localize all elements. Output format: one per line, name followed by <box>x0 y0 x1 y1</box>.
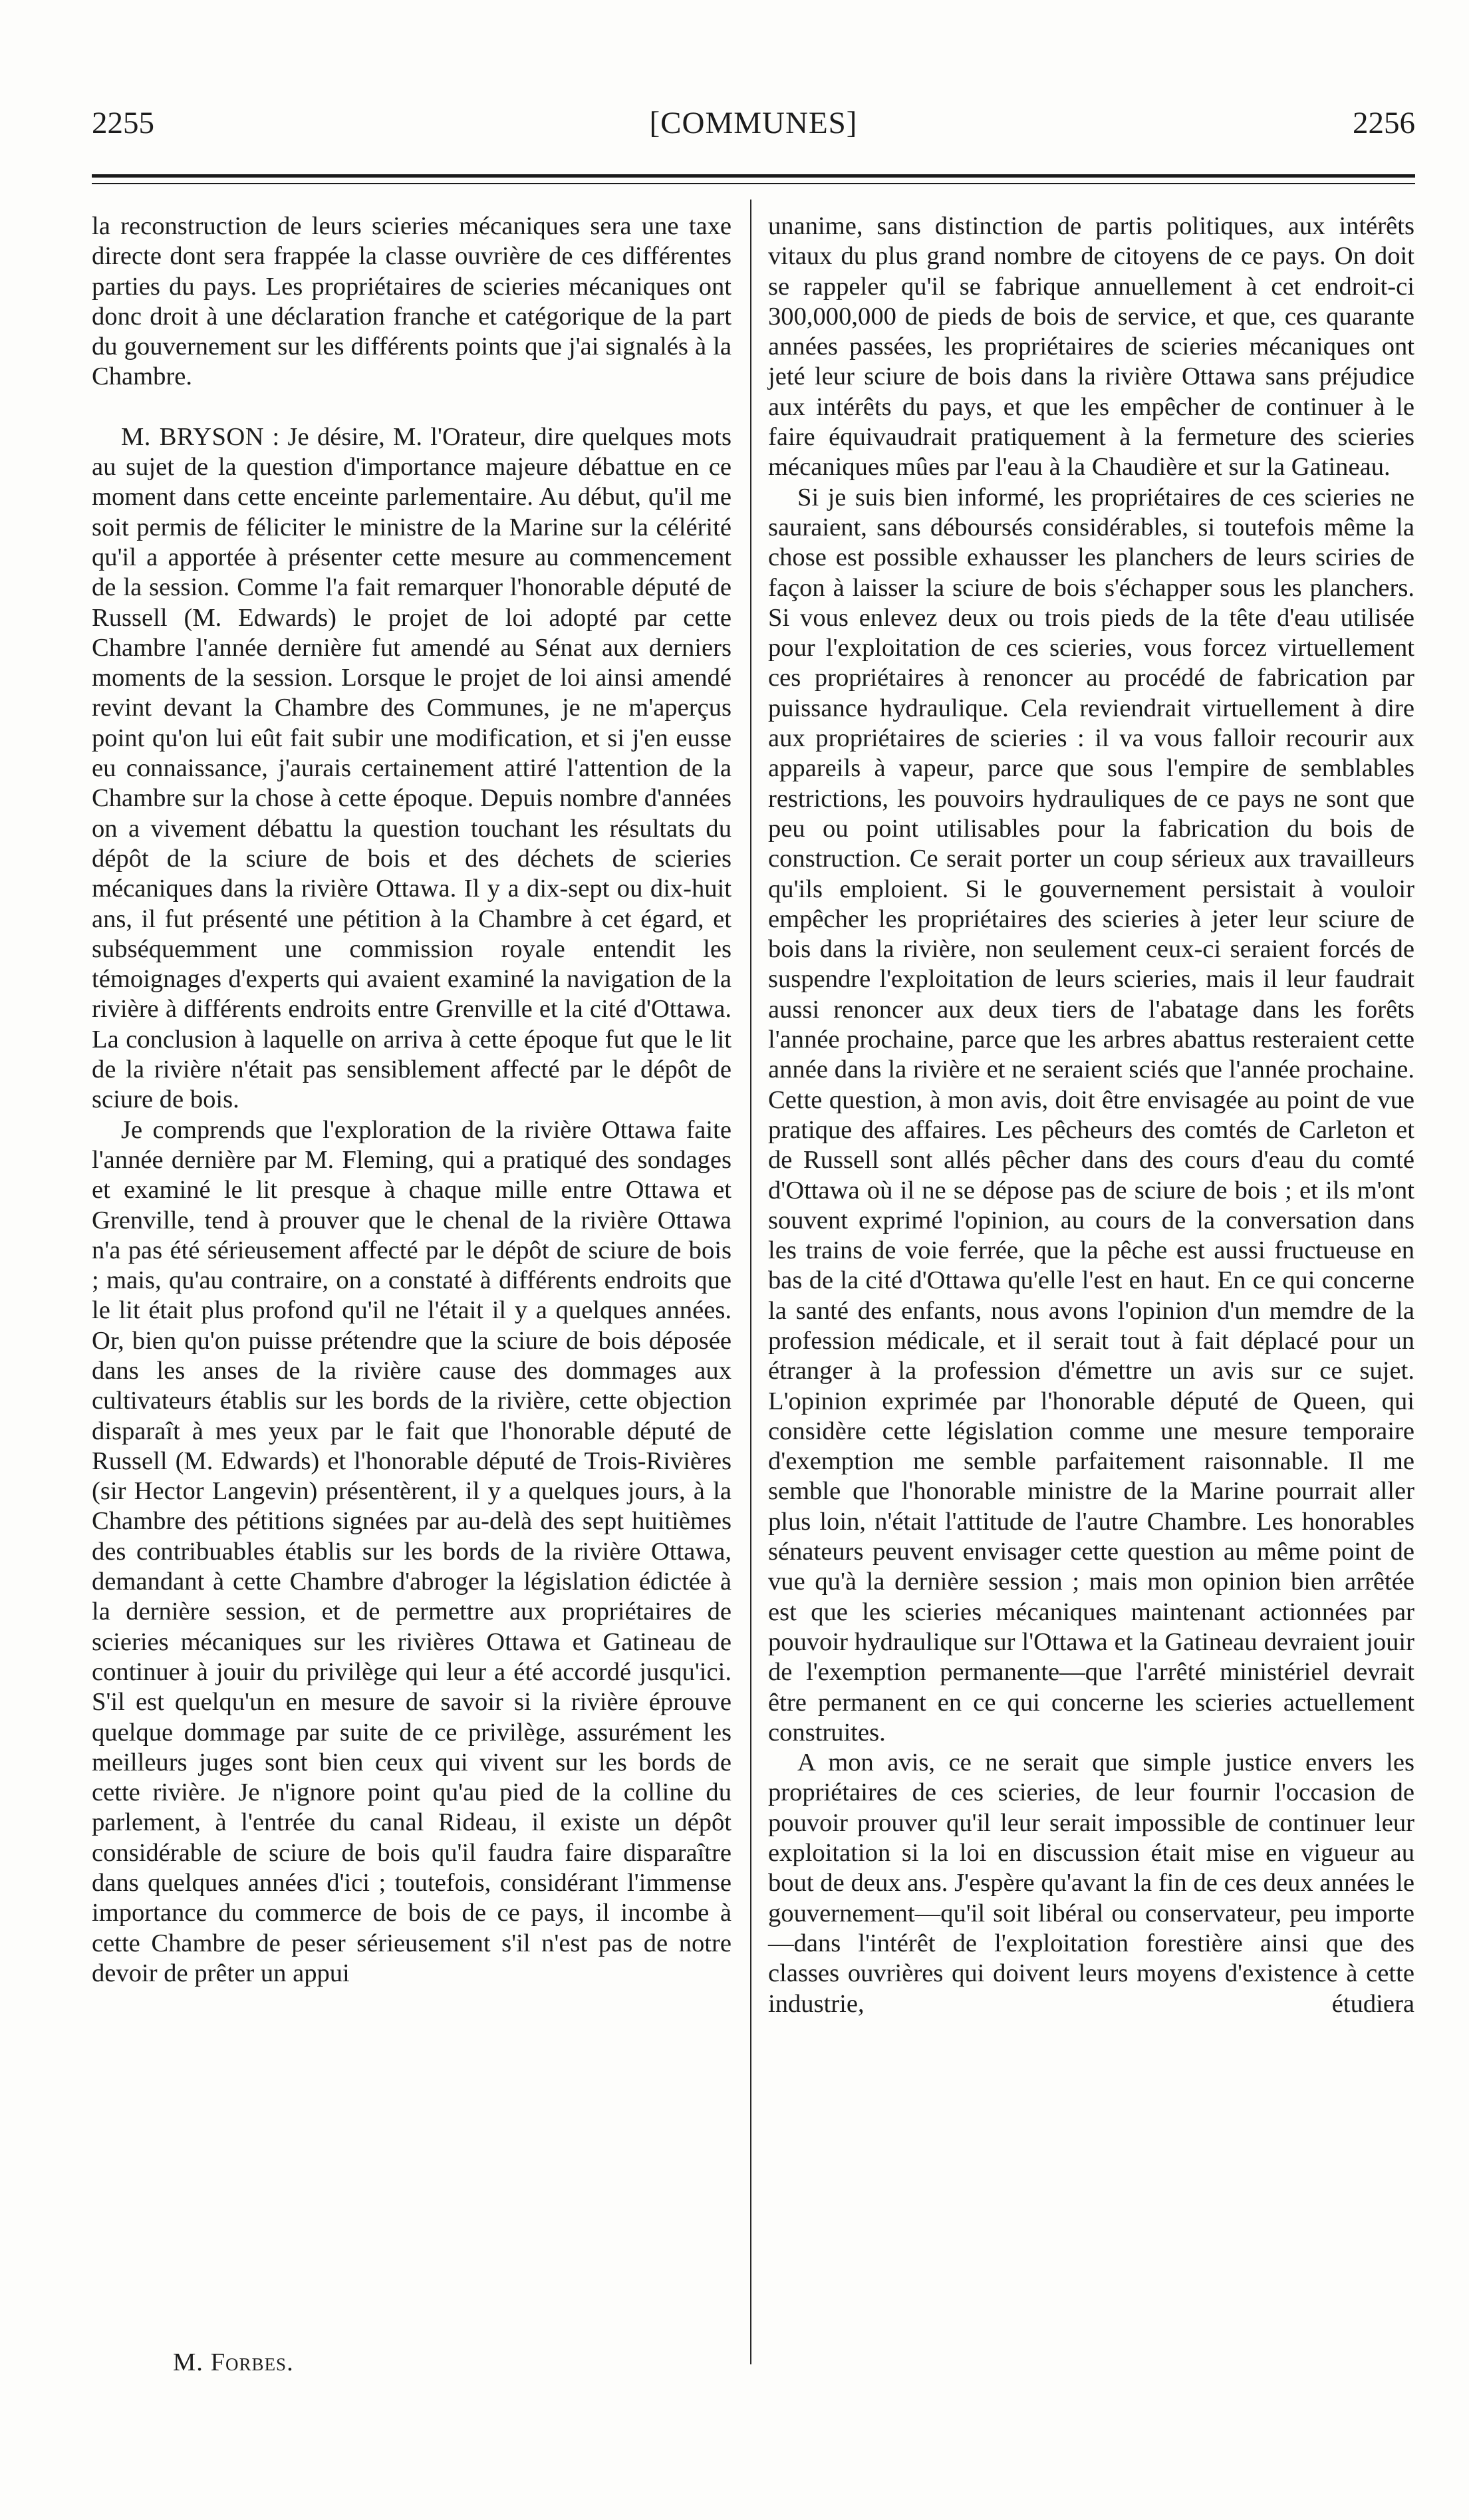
header-rule-thick <box>92 174 1415 178</box>
paragraph: Si je suis bien informé, les propriétaires de ces scieries ne sauraient, sans déboursés considérables, si toutefois même la chose est possible exhausser les planchers de leurs sciries de façon à laisser la sciure de bois s'échapper sous les planchers. Si vous enlevez deux ou trois pieds de la tête d'eau utilisée pour l'exploitation de ces scieries, vous forcez virtuellement ces propriétaires à renoncer au procédé de fabrication par puissance hydraulique. Cela reviendrait virtuellement à dire aux propriétaires de scieries : il va vous falloir recourir aux appareils à vapeur, parce que sous l'empire de semblables restrictions, les pouvoirs hydrauliques de ce pays ne sont que peu ou point utilisables pour la fabrication du bois de construction. Ce serait porter un coup sérieux aux travailleurs qu'ils emploient. Si le gouvernement persistait à vouloir empêcher les propriétaires des scieries à jeter leur sciure de bois dans la rivière, non seulement ceux-ci seraient forcés de suspendre l'exploitation de leurs scieries, mais il leur faudrait aussi renoncer aux deux tiers de l'abatage dans les forêts l'année prochaine, parce que les arbres abattus resteraient cette année dans la rivière et ne seraient sciés que l'année prochaine. Cette question, à mon avis, doit être envisagée au point de vue pratique des affaires. Les pêcheurs des comtés de Carleton et de Russell sont allés pêcher dans des cours d'eau du comté d'Ottawa où il ne se dépose pas de sciure de bois ; et ils m'ont souvent exprimé l'opinion, au cours de la conversation dans les trains de voie ferrée, que la pêche est aussi fructueuse en bas de la cité d'Ottawa qu'elle l'est en haut. En ce qui concerne la santé des enfants, nous avons l'opinion d'un memdre de la profession médicale, et il serait tout à fait déplacé pour un étranger à la profession d'émettre un avis sur ce sujet. L'opinion exprimée par l'honorable député de Queen, qui considère cette législation comme une mesure temporaire d'exemption me semble parfaitement raisonnable. Il me semble que l'honorable ministre de la Marine pourrait aller plus loin, n'était l'attitude de l'autre Chambre. Les honorables sénateurs peuvent envisager cette question au même point de vue qu'à la dernière session ; mais mon opinion bien arrêtée est que les scieries mécaniques maintenant actionnées par pouvoir hydraulique sur l'Ottawa et la Gatineau devraient jouir de l'exemption permanente—que l'arrêté ministériel devrait être permanent en ce qui concerne les scieries actuellement construites. <box>768 483 1414 1747</box>
page-number-right: 2256 <box>1353 106 1415 140</box>
next-speaker-catchword: M. Forbes. <box>173 2348 294 2376</box>
paragraph: A mon avis, ce ne serait que simple justice envers les propriétaires de ces scieries, de leur fournir l'occasion de pouvoir prouver qu'il leur serait impossible de continuer leur exploitation si la loi en discussion était mise en vigueur au bout de deux ans. J'espère qu'avant la fin de ces deux années le gouvernement—qu'il soit libéral ou conservateur, peu importe—dans l'intérêt de l'exploitation forestière ainsi que des classes ouvrières qui doivent leurs moyens d'existence à cette industrie, étudiera <box>768 1749 1414 2018</box>
paragraph: unanime, sans distinction de partis politiques, aux intérêts vitaux du plus grand nombre de citoyens de ce pays. On doit se rappeler qu'il se fabrique annuellement à cet endroit-ci 300,000,000 de pieds de bois de service, et que, ces quarante années passées, les propriétaires de scieries mécaniques ont jeté leur sciure de bois dans la rivière Ottawa sans préjudice aux intérêts du pays, et que les empêcher de continuer à le faire équivaudrait pratiquement à la fermeture des scieries mécaniques mûes par l'eau à la Chaudière et sur la Gatineau. <box>768 212 1414 482</box>
paragraph: Je comprends que l'exploration de la rivière Ottawa faite l'année dernière par M. Fleming, qui a pratiqué des sondages et examiné le lit presque à chaque mille entre Ottawa et Grenville, tend à prouver que le chenal de la rivière Ottawa n'a pas été sérieusement affecté par le dépôt de sciure de bois ; mais, qu'au contraire, on a constaté à différents endroits que le lit était plus profond qu'il ne l'était il y a quelques années. Or, bien qu'on puisse prétendre que la sciure de bois déposée dans les anses de la rivière cause des dommages aux cultivateurs établis sur les bords de la rivière, cette objection disparaît à mes yeux par le fait que l'honorable député de Russell (M. Edwards) et l'honorable député de Trois-Rivières (sir Hector Langevin) présentèrent, il y a quelques jours, à la Chambre des pétitions signées par au-delà des sept huitièmes des contribuables établis sur les bords de la rivière Ottawa, demandant à cette Chambre d'abroger la législation édictée à la dernière session, et de permettre aux propriétaires de scieries mécaniques sur les rivières Ottawa et Gatineau de continuer à jouir du privilège qui leur a été accordé jusqu'ici. S'il est quelqu'un en mesure de savoir si la rivière éprouve quelque dommage par suite de ce privilège, assurément les meilleurs juges sont bien ceux qui vivent sur les bords de cette rivière. Je n'ignore point qu'au pied de la colline du parlement, à l'entrée du canal Rideau, il existe un dépôt considérable de sciure de bois qu'il faudra faire disparaître dans quelques années d'ici ; toutefois, considérant l'immense importance du commerce de bois de ce pays, il incombe à cette Chambre de peser sérieusement s'il n'est pas de notre devoir de prêter un appui <box>92 1115 732 1987</box>
column-divider <box>750 200 751 2364</box>
right-column <box>768 211 1414 2019</box>
left-column <box>92 211 732 1989</box>
running-title: [COMMUNES] <box>649 106 858 140</box>
header-rule-thin <box>92 183 1415 184</box>
page-header <box>92 100 1415 146</box>
paragraph-speech <box>92 422 732 1115</box>
paragraph: la reconstruction de leurs scieries mécaniques sera une taxe directe dont sera frappée la classe ouvrière de ces différentes parties du pays. Les propriétaires de scieries mécaniques ont donc droit à une déclaration franche et catégorique de la part du gouvernement sur les différents points que j'ai signalés à la Chambre. <box>92 212 732 391</box>
speech-text: : Je désire, M. l'Orateur, dire quelques mots au sujet de la question d'importance majeure débattue en ce moment dans cette enceinte parlementaire. Au début, qu'il me soit permis de féliciter le ministre de la Marine sur la célérité qu'il a apportée à présenter cette mesure au commencement de la session. Comme l'a fait remarquer l'honorable député de Russell (M. Edwards) le projet de loi adopté par cette Chambre l'année dernière fut amendé au Sénat aux derniers moments de la session. Lorsque le projet de loi ainsi amendé revint devant la Chambre des Communes, je ne m'aperçus point qu'on lui eût fait subir une modification, et si j'en eusse eu connaissance, j'aurais certainement attiré l'attention de la Chambre sur la chose à cette époque. Depuis nombre d'années on a vivement débattu la question touchant les résultats du dépôt de la sciure de bois et des déchets de scieries mécaniques dans la rivière Ottawa. Il y a dix-sept ou dix-huit ans, il fut présenté une pétition à la Chambre à cet égard, et subséquemment une commission royale entendit les témoignages d'experts qui avaient examiné la navigation de la rivière à différents endroits entre Grenville et la cité d'Ottawa. La conclusion à laquelle on arriva à cette époque fut que le lit de la rivière n'était pas sensiblement affecté par le dépôt de sciure de bois. <box>92 422 732 1114</box>
page-number-left: 2255 <box>92 106 154 140</box>
speaker-name: M. BRYSON <box>121 422 265 451</box>
